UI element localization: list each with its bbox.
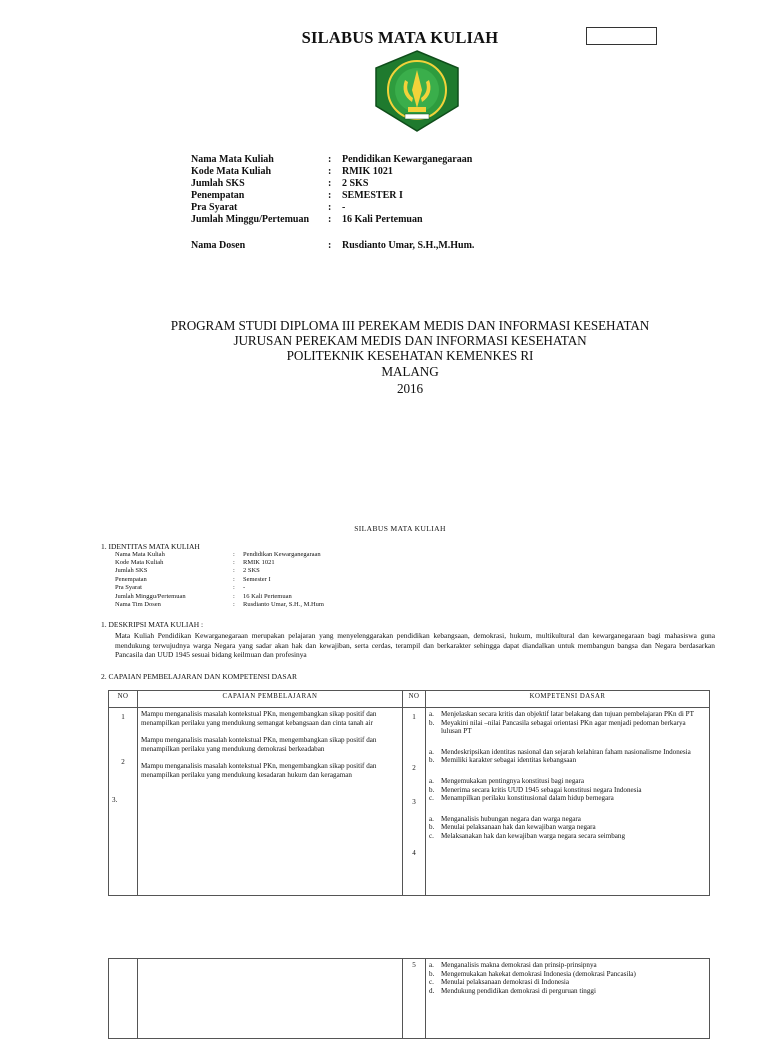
identity-colon: : — [233, 584, 235, 591]
info-key: Jumlah Minggu/Pertemuan — [191, 214, 310, 225]
info-colon: : — [328, 240, 332, 251]
cp-cell — [138, 959, 403, 1039]
kd-text: Menulai pelaksanaan demokrasi di Indonesia — [441, 978, 570, 987]
header-capaian: CAPAIAN PEMBELAJARAN — [138, 691, 403, 708]
identity-value: RMIK 1021 — [243, 559, 275, 566]
identity-row — [115, 567, 260, 575]
page2-title: SILABUS MATA KULIAH — [354, 524, 446, 533]
info-key: Penempatan — [191, 190, 245, 201]
kd-no: 1 — [412, 713, 416, 721]
kd-group — [429, 710, 706, 736]
kd-letter: c. — [429, 831, 434, 840]
kd-letter: b. — [429, 969, 435, 978]
kd-no: 2 — [412, 763, 416, 772]
kd-group — [429, 777, 706, 803]
info-row — [191, 240, 474, 252]
course-description: Mata Kuliah Pendidikan Kewarganegaraan merupakan pelajaran yang menyelenggarakan pendidikan kebangsaan, demokrasi, hukum, multikultural dan kewarganegaraan bagi mahasiswa guna mendukung terwujudnya warga Negara yang sadar akan hak dan kewajiban, serta cerdas, terampil dan berkarakter sehingga dapat diandalkan untuk membangun bangsa dan Negara berdasarkan Pancasila dan UUD 1945 sesuai bidang keilmuan dan profesinya — [115, 631, 715, 660]
kd-letter: c. — [429, 794, 434, 803]
cp-no: 3. — [112, 796, 118, 805]
info-colon: : — [328, 202, 332, 213]
kd-letter: a. — [429, 747, 434, 756]
identity-value: Rusdianto Umar, S.H., M.Hum — [243, 601, 324, 608]
kd-letter: a. — [429, 710, 434, 718]
kd-text: Melaksanakan hak dan kewajiban warga negara secara seimbang — [441, 831, 626, 840]
corner-box — [586, 27, 657, 45]
identity-key: Penempatan — [115, 576, 147, 583]
cp-cell — [138, 708, 403, 896]
section-heading: 1. IDENTITAS MATA KULIAH — [101, 542, 200, 551]
kd-item — [429, 823, 706, 832]
program-line: JURUSAN PEREKAM MEDIS DAN INFORMASI KESEHATAN — [233, 333, 587, 348]
kd-group — [429, 748, 706, 765]
kd-letter: a. — [429, 776, 434, 785]
info-colon: : — [328, 178, 332, 189]
institution-logo — [372, 50, 462, 132]
info-colon: : — [328, 214, 332, 225]
kd-no: 5 — [412, 961, 416, 969]
section-heading: 1. DESKRIPSI MATA KULIAH : — [101, 620, 204, 629]
kd-text: Menerima secara kritis UUD 1945 sebagai konstitusi negara Indonesia — [441, 785, 642, 794]
competency-table — [108, 690, 710, 896]
competency-table-continued — [108, 958, 710, 1039]
kd-letter: a. — [429, 814, 434, 823]
identity-row — [115, 576, 271, 584]
kd-letter: b. — [429, 823, 435, 832]
program-line: 2016 — [397, 381, 423, 396]
info-colon: : — [328, 166, 332, 177]
identity-row — [115, 559, 275, 567]
kd-item — [429, 832, 706, 841]
kd-text: Memiliki karakter sebagai identitas kebangsaan — [441, 756, 577, 765]
program-line: PROGRAM STUDI DIPLOMA III PEREKAM MEDIS DAN INFORMASI KESEHATAN — [170, 318, 650, 333]
info-row — [191, 178, 368, 190]
identity-row — [115, 551, 321, 559]
page-title: SILABUS MATA KULIAH — [301, 28, 499, 47]
identity-key: Jumlah SKS — [115, 567, 148, 574]
kd-text: Mengemukakan pentingnya konstitusi bagi negara — [441, 776, 585, 785]
kd-item — [429, 756, 706, 765]
kd-cell — [426, 959, 710, 1039]
kd-item — [429, 987, 706, 996]
cp-no: 2 — [121, 757, 125, 766]
kd-text: Mendeskripsikan identitas nasional dan sejarah kelahiran faham nasionalisme Indonesia — [441, 747, 691, 756]
identity-value: - — [243, 584, 246, 591]
kd-item — [429, 978, 706, 987]
header-no: NO — [109, 691, 138, 708]
identity-colon: : — [233, 601, 235, 608]
identity-colon: : — [233, 593, 235, 600]
identity-colon: : — [233, 567, 235, 574]
table-row — [109, 959, 710, 1039]
program-line: MALANG — [381, 364, 439, 379]
info-colon: : — [328, 154, 332, 165]
kd-text: Menampilkan perilaku konstitusional dalam hidup bernegara — [441, 794, 614, 803]
identity-key: Kode Mata Kuliah — [115, 559, 164, 566]
kd-item — [429, 970, 706, 979]
kd-no: 3 — [412, 798, 416, 807]
kd-item — [429, 748, 706, 757]
info-value: Pendidikan Kewarganegaraan — [342, 154, 473, 165]
identity-colon: : — [233, 559, 235, 566]
kd-letter: b. — [429, 785, 435, 794]
kd-letter: b. — [429, 756, 435, 765]
info-colon: : — [328, 190, 332, 201]
cp-no-cell — [109, 708, 138, 896]
info-row — [191, 154, 472, 166]
header-kompetensi: KOMPETENSI DASAR — [426, 691, 710, 708]
identity-key: Pra Syarat — [115, 584, 142, 591]
kd-text: Menjelaskan secara kritis dan objektif latar belakang dan tujuan pembelajaran PKn di PT — [441, 710, 694, 718]
identity-value: Semester I — [243, 576, 271, 583]
info-key: Pra Syarat — [191, 202, 238, 213]
kd-item — [429, 786, 706, 795]
identity-key: Jumlah Minggu/Pertemuan — [115, 593, 186, 600]
cp-text: Mampu menganalisis masalah kontekstual PKn, mengembangkan sikap positif dan menampilkan perilaku yang mendukung semangat kebangsaan dan cinta tanah air — [141, 710, 377, 727]
identity-value: Pendidikan Kewarganegaraan — [243, 551, 321, 558]
table-header-row — [109, 691, 710, 708]
kd-text: Mendukung pendidikan demokrasi di perguruan tinggi — [441, 986, 596, 995]
identity-colon: : — [233, 551, 235, 558]
kd-item — [429, 794, 706, 803]
kd-text: Menganalisis hubungan negara dan warga negara — [441, 814, 581, 823]
kd-letter: a. — [429, 961, 434, 969]
info-value: RMIK 1021 — [342, 166, 393, 177]
kd-text: Meyakini nilai –nilai Pancasila sebagai orientasi PKn agar menjadi pedoman berkarya lulusan PT — [441, 718, 686, 736]
identity-value: 16 Kali Pertemuan — [243, 593, 292, 600]
section-heading: 2. CAPAIAN PEMBELAJARAN DAN KOMPETENSI DASAR — [101, 672, 297, 681]
info-key: Jumlah SKS — [191, 178, 245, 189]
info-row — [191, 190, 403, 202]
kd-no-cell — [403, 708, 426, 896]
identity-row — [115, 584, 245, 592]
info-value: SEMESTER I — [342, 190, 403, 201]
kd-no-cell — [403, 959, 426, 1039]
program-line: POLITEKNIK KESEHATAN KEMENKES RI — [286, 348, 534, 363]
kd-cell — [426, 708, 710, 896]
identity-colon: : — [233, 576, 235, 583]
info-row — [191, 214, 423, 226]
identity-key: Nama Tim Dosen — [115, 601, 161, 608]
identity-value: 2 SKS — [243, 567, 260, 574]
info-value: 2 SKS — [342, 178, 369, 189]
kd-letter: d. — [429, 986, 435, 995]
kd-item — [429, 719, 706, 736]
cp-no-cell — [109, 959, 138, 1039]
table-row — [109, 708, 710, 896]
kd-text: Mengemukakan hakekat demokrasi Indonesia (demokrasi Pancasila) — [441, 969, 636, 978]
kd-item — [429, 710, 706, 719]
kd-text: Menganalisis makna demokrasi dan prinsip-prinsipnya — [441, 961, 597, 969]
kd-item — [429, 961, 706, 970]
info-row — [191, 166, 393, 178]
kd-letter: b. — [429, 718, 435, 727]
kd-letter: c. — [429, 978, 434, 987]
cp-no: 1 — [121, 713, 125, 721]
info-key: Nama Dosen — [191, 240, 246, 251]
kd-item — [429, 777, 706, 786]
info-row — [191, 202, 345, 214]
identity-key: Nama Mata Kuliah — [115, 551, 165, 558]
header-no2: NO — [403, 691, 426, 708]
info-key: Kode Mata Kuliah — [191, 166, 272, 177]
kd-group — [429, 815, 706, 841]
info-key: Nama Mata Kuliah — [191, 154, 274, 165]
info-value: Rusdianto Umar, S.H.,M.Hum. — [342, 240, 475, 251]
kd-item — [429, 815, 706, 824]
info-value: 16 Kali Pertemuan — [342, 214, 423, 225]
kd-no: 4 — [412, 848, 416, 857]
cp-text: Mampu menganalisis masalah kontekstual PKn, mengembangkan sikap positif dan menampilkan perilaku yang mendukung demokrasi berkeadaban — [141, 736, 377, 753]
info-value: - — [342, 202, 346, 213]
kd-text: Menulai pelaksanaan hak dan kewajiban warga negara — [441, 823, 596, 832]
identity-row — [115, 593, 292, 601]
cp-text: Mampu menganalisis masalah kontekstual PKn, mengembangkan sikap positif dan menampilkan perilaku yang mendukung kesadaran hukum dan keragaman — [141, 762, 377, 779]
identity-row — [115, 601, 324, 609]
